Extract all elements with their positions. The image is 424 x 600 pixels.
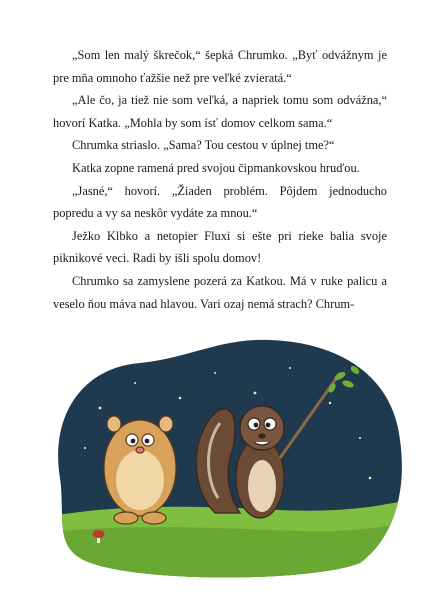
paragraph: „Som len malý škrečok,“ šepká Chrumko. „Byť odvážnym je pre mňa omnoho ťažšie než pre veľké zvieratá.“	[53, 48, 387, 85]
story-text	[53, 44, 387, 315]
night-scene-illustration	[40, 328, 408, 583]
paragraph: Chrumko sa zamyslene pozerá za Katkou. Má v ruke palicu a veselo ňou máva nad hlavou. Vari ozaj nemá strach? Chrum-	[53, 273, 387, 311]
paragraph: Katka zopne ramená pred svojou čipmankovskou hruďou.	[72, 160, 360, 175]
paragraph: „Jasné,“ hovorí. „Žiaden problém. Pôjdem jednoducho popredu a vy sa neskôr vydáte za mnou.“	[53, 183, 387, 221]
paragraph: „Ale čo, ja tiež nie som veľká, a napriek tomu som odvážna,“ hovorí Katka. „Mohla by som ísť domov celkom sama.“	[53, 93, 387, 130]
paragraph: Ježko Klbko a netopier Fluxi si ešte pri rieke balia svoje piknikové veci. Radi by išli spolu domov!	[53, 228, 387, 266]
paragraph: Chrumka striaslo. „Sama? Tou cestou v úplnej tme?“	[72, 138, 335, 153]
